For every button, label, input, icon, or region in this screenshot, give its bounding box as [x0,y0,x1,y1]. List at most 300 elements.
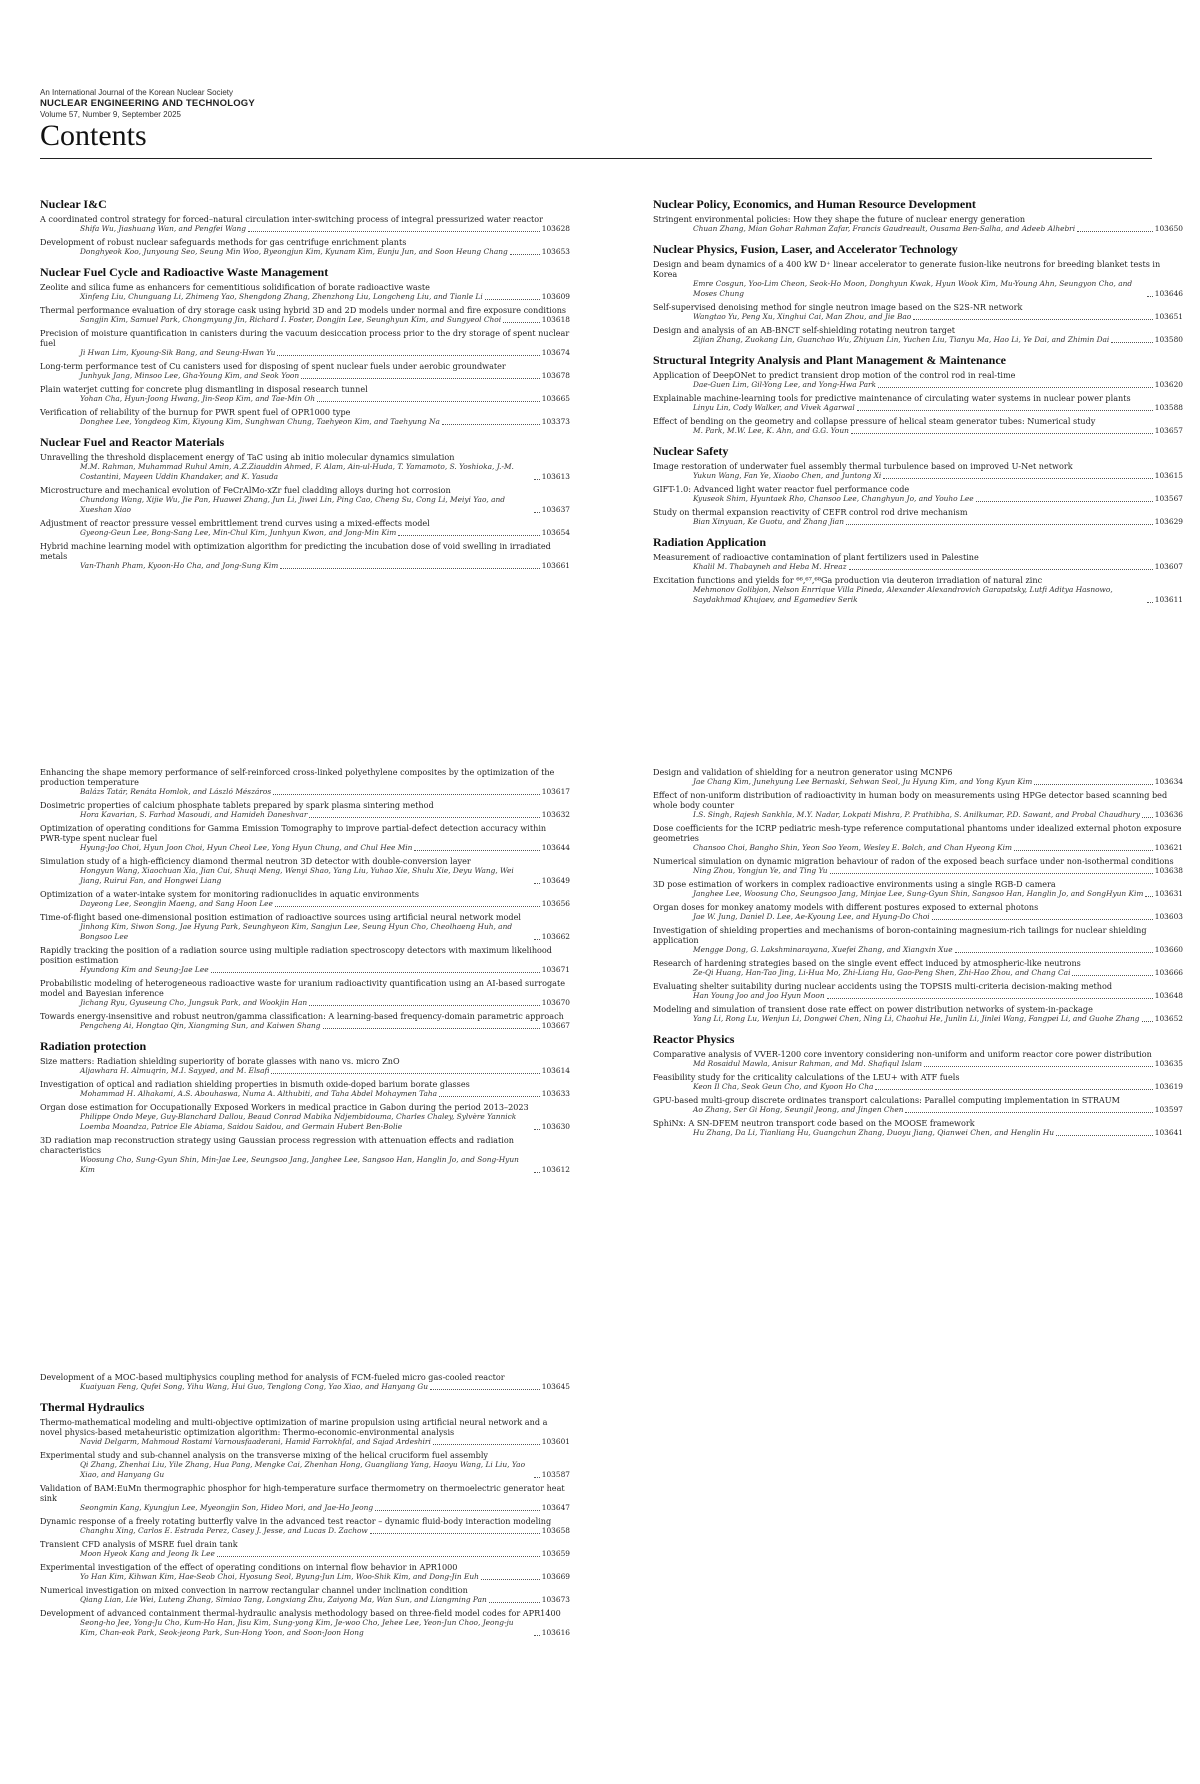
article-page: 103658 [541,1526,570,1535]
toc-section [40,1400,570,1638]
leader-dots [534,1129,540,1130]
toc-section [40,1372,570,1392]
leader-dots [849,569,1153,570]
article-title: Development of a MOC-based multiphysics coupling method for analysis of FCM-fueled micro gas-cooled reactor [40,1372,505,1382]
leader-dots [924,1066,1153,1067]
article-title: Towards energy-insensitive and robust neutron/gamma classification: A learning-based frequency-domain parametric approach [40,1011,564,1021]
article-entry [653,507,1183,527]
article-entry [40,1135,570,1175]
article-authors: Zijian Zhang, Zuokang Lin, Guanchao Wu, Zhiyuan Lin, Yuchen Liu, Tianyu Ma, Hao Li, Ye Dai, and Zhimin Dai [693,335,1110,344]
article-byline [653,1105,1183,1115]
article-title: Stringent environmental policies: How they shape the future of nuclear energy generation [653,214,1026,224]
article-page: 103653 [541,247,570,256]
article-authors: Seongmin Kang, Kyungjun Lee, Myeongjin Son, Hideo Mori, and Jae-Ho Jeong [80,1503,374,1512]
leader-dots [271,1073,539,1074]
toc-block-right-top [653,197,1183,608]
leader-dots [248,231,540,232]
article-title: Design and analysis of an AB-BNCT self-shielding rotating neutron target [653,325,956,335]
article-authors: Hu Zhang, Da Li, Tianliang Hu, Guangchun Zhang, Duoyu Jiang, Qianwei Chen, and Henglin Hu [693,1128,1055,1137]
article-byline [653,968,1183,978]
leader-dots [846,524,1153,525]
article-byline [653,426,1183,436]
leader-dots [481,1579,540,1580]
article-page: 103612 [541,1165,570,1174]
article-entry [40,328,570,358]
section-title: Nuclear Physics, Fusion, Laser, and Accelerator Technology [653,242,958,256]
article-title: Study on thermal expansion reactivity of CEFR control rod drive mechanism [653,507,968,517]
article-page: 103652 [1154,1014,1183,1023]
article-authors: M.M. Rahman, Muhammad Ruhul Amin, A.Z.Ziauddin Ahmed, F. Alam, Ain-ul-Huda, T. Yamamoto, S. Yoshioka, J.-M. Costantini, Mayeen Uddin Khandaker, and K. Yasuda [80,462,514,481]
article-title: Explainable machine-learning tools for predictive maintenance of circulating water systems in nuclear power plants [653,393,1131,403]
article-authors: Mehmonov Golibjon, Nelson Enrrique Villa Pineda, Alexander Alexandrovich Garapatsky, Lutfi Aditya Hasnowo, Saydakhmad Khujaev, and Egamediev Serik [693,585,1113,604]
article-byline [653,494,1183,504]
article-page: 103674 [541,348,570,357]
article-entry [653,575,1183,605]
article-entry [40,1539,570,1559]
leader-dots [851,433,1153,434]
article-entry [40,361,570,381]
article-byline [653,912,1183,922]
article-authors: Pengcheng Ai, Hongtao Qin, Xiangming Sun, and Kaiwen Shang [80,1021,321,1030]
section-title: Radiation protection [40,1039,147,1053]
article-entry [653,1072,1183,1092]
leader-dots [433,1444,540,1445]
article-byline [40,315,570,325]
article-byline [40,1155,570,1175]
toc-section [653,535,1183,605]
article-authors: Yang Li, Rong Lu, Wenjun Li, Dongwei Chen, Ning Li, Chaohui He, Junlin Li, Jinlei Wang, Fangpei Li, and Guohe Zhang [693,1014,1140,1023]
article-authors: Junhyuk Jang, Minsoo Lee, Gha-Young Kim, and Seok Yoon [80,371,300,380]
leader-dots [1014,850,1153,851]
article-entry [40,889,570,909]
article-byline [40,1437,570,1447]
article-title: Optimization of operating conditions for Gamma Emission Tomography to improve partial-defect detection accuracy within PWR-type spent nuclear fuel [40,823,547,843]
article-byline [653,1014,1183,1024]
leader-dots [489,1602,540,1603]
article-authors: Navid Delgarm, Mahmoud Rostami Varnousfaaderani, Hamid Farrokhfal, and Sajad Ardeshiri [80,1437,431,1446]
article-page: 103648 [1154,991,1183,1000]
article-byline [40,1089,570,1099]
article-authors: Xinfeng Liu, Chunguang Li, Zhimeng Yao, Shengdong Zhang, Zhenzhong Liu, Longcheng Liu, and Tianle Li [80,292,483,301]
article-authors: Donghee Lee, Yongdeog Kim, Kiyoung Kim, Sunghwan Chung, Taehyeon Kim, and Taehyung Na [80,417,440,426]
article-title: Microstructure and mechanical evolution of FeCrAlMo-xZr fuel cladding alloys during hot corrosion [40,485,451,495]
article-page: 103671 [541,965,570,974]
article-byline [653,889,1183,899]
article-page: 103580 [1154,335,1183,344]
article-page: 103601 [541,1437,570,1446]
toc-block-left-middle [40,767,570,1178]
article-entry [40,767,570,797]
leader-dots [932,919,1153,920]
article-byline [653,279,1183,299]
article-authors: Khalil M. Thabayneh and Heba M. Hreaz [693,562,847,571]
toc-section [40,435,570,571]
article-byline [653,777,1183,787]
article-title: Precision of moisture quantification in canisters during the vacuum desiccation process prior to the dry storage of spent nuclear fuel [40,328,570,348]
article-page: 103607 [1154,562,1183,571]
article-byline [40,1526,570,1536]
article-entry [40,978,570,1008]
leader-dots [534,1635,540,1636]
article-byline [653,1128,1183,1138]
article-byline [653,471,1183,481]
article-byline [40,528,570,538]
article-byline [653,312,1183,322]
article-entry [653,325,1183,345]
article-page: 103609 [541,292,570,301]
leader-dots [1034,784,1153,785]
leader-dots [275,906,540,907]
article-title: Long-term performance test of Cu canisters used for disposing of spent nuclear fuels under aerobic groundwater [40,361,506,371]
article-entry [653,302,1183,322]
leader-dots [534,512,540,513]
article-page: 103666 [1154,968,1183,977]
leader-dots [534,1477,540,1478]
article-entry [40,1450,570,1480]
article-entry [40,1011,570,1031]
article-authors: M. Park, M.W. Lee, K. Ahn, and G.G. Youn [693,426,849,435]
article-page: 103670 [541,998,570,1007]
article-title: Time-of-flight based one-dimensional position estimation of radioactive sources using artificial neural network model [40,912,521,922]
article-byline [653,517,1183,527]
article-title: Adjustment of reactor pressure vessel embrittlement trend curves using a mixed-effects model [40,518,430,528]
article-page: 103659 [541,1549,570,1558]
article-authors: Qiang Lian, Lie Wei, Luteng Zhang, Simiao Tang, Longxiang Zhu, Zaiyong Ma, Wan Sun, and Liangming Pan [80,1595,487,1604]
article-page: 103603 [1154,912,1183,921]
section-title: Nuclear I&C [40,197,107,211]
article-page: 103669 [541,1572,570,1581]
article-page: 103614 [541,1066,570,1075]
article-entry [40,305,570,325]
article-page: 103645 [541,1382,570,1391]
leader-dots [375,1510,540,1511]
article-page: 103637 [541,505,570,514]
article-entry [40,1417,570,1447]
leader-dots [883,478,1153,479]
header-rule [40,158,1152,159]
article-page: 103662 [541,932,570,941]
article-title: Comparative analysis of VVER-1200 core inventory considering non-uniform and uniform reactor core power distribution [653,1049,1152,1059]
article-entry [40,214,570,234]
article-entry [653,1004,1183,1024]
article-byline [40,495,570,515]
article-title: Effect of bending on the geometry and collapse pressure of helical steam generator tubes: Numerical study [653,416,1096,426]
article-authors: Hyundong Kim and Seung-Jae Lee [80,965,209,974]
article-title: Verification of reliability of the burnup for PWR spent fuel of OPR1000 type [40,407,351,417]
article-authors: Gyeong-Geun Lee, Bong-Sang Lee, Min-Chul Kim, Junhyun Kwon, and Jong-Min Kim [80,528,397,537]
leader-dots [976,501,1153,502]
article-byline [40,224,570,234]
article-page: 103673 [541,1595,570,1604]
article-page: 103641 [1154,1128,1183,1137]
article-title: Rapidly tracking the position of a radiation source using multiple radiation spectroscopy detectors with maximum likelihood position estimation [40,945,552,965]
article-page: 103588 [1154,403,1183,412]
leader-dots [370,1533,540,1534]
leader-dots [273,794,540,795]
article-entry [653,484,1183,504]
article-title: 3D pose estimation of workers in complex radioactive environments using a single RGB-D camera [653,879,1056,889]
article-entry [653,879,1183,899]
article-authors: Wangtao Yu, Peng Xu, Xinghui Cai, Man Zhou, and Jie Bao [693,312,912,321]
article-title: Validation of BAM:EuMn thermographic phosphor for high-temperature surface thermometry on thermoelectric generator heat sink [40,1483,565,1503]
article-page: 103628 [541,224,570,233]
article-entry [653,461,1183,481]
article-page: 103619 [1154,1082,1183,1091]
article-entry [40,1056,570,1076]
article-byline [40,922,570,942]
article-title: Dynamic response of a freely rotating butterfly valve in the advanced test reactor – dynamic fluid-body interaction modeling [40,1516,552,1526]
article-title: Numerical investigation on mixed convection in narrow rectangular channel under inclination condition [40,1585,468,1595]
leader-dots [442,424,540,425]
leader-dots [534,1172,540,1173]
article-entry [40,1608,570,1638]
article-page: 103597 [1154,1105,1183,1114]
section-title: Reactor Physics [653,1032,735,1046]
article-entry [40,912,570,942]
article-authors: Linyu Lin, Cody Walker, and Vivek Agarwal [693,403,855,412]
article-entry [40,1516,570,1536]
leader-dots [301,378,540,379]
article-title: Investigation of optical and radiation shielding properties in bismuth oxide-doped barium borate glasses [40,1079,470,1089]
article-authors: Dayeong Lee, Seongjin Maeng, and Sang Hoon Lee [80,899,273,908]
article-entry [653,393,1183,413]
article-entry [40,1585,570,1605]
article-byline [40,348,570,358]
article-page: 103661 [541,561,570,570]
article-authors: Janghee Lee, Woosung Cho, Seungsoo Jang, Minjae Lee, Sung-Gyun Shin, Sangsoo Han, Hanglin Jo, and SongHyun Kim [693,889,1144,898]
article-entry [653,902,1183,922]
article-authors: Emre Cosgun, Yoo-Lim Cheon, Seok-Ho Moon, Donghyun Kwak, Hyun Wook Kim, Mu-Young Ahn, Seungyon Cho, and Moses Chung [693,279,1133,298]
article-authors: Hora Kavarian, S. Farhad Masoudi, and Hamideh Daneshvar [80,810,308,819]
article-title: Thermo-mathematical modeling and multi-objective optimization of marine propulsion using artificial neural network and a novel physics-based metaheuristic optimization algorithm: Thermo-economic-environmental analysis [40,1417,548,1437]
article-entry [653,416,1183,436]
article-entry [40,1102,570,1132]
article-page: 103647 [541,1503,570,1512]
article-page: 103631 [1154,889,1183,898]
article-byline [653,562,1183,572]
article-authors: Kuaiyuan Feng, Qufei Song, Yihu Wang, Hui Guo, Tenglong Cong, Yao Xiao, and Hanyang Gu [80,1382,429,1391]
article-byline [40,1460,570,1480]
article-page: 103587 [541,1470,570,1479]
article-entry [40,452,570,482]
leader-dots [1056,1135,1153,1136]
article-page: 103611 [1154,595,1183,604]
article-byline [653,380,1183,390]
toc-section [653,197,1183,234]
article-title: Application of DeepONet to predict transient drop motion of the control rod in real-time [653,370,1016,380]
section-title: Nuclear Safety [653,444,729,458]
section-title: Thermal Hydraulics [40,1400,145,1414]
article-authors: Philippe Ondo Meye, Guy-Blanchard Dallou, Beaud Conrad Mabika Ndjembidouma, Charles Chaley, Sylvère Yannick Loemba Moandza, Patrice Ele Abiama, Saidou Saidou, and Germain Hubert Ben-Bolie [80,1112,517,1131]
leader-dots [277,355,539,356]
article-entry [40,407,570,427]
toc-section [653,242,1183,345]
leader-dots [905,1112,1152,1113]
article-entry [40,282,570,302]
article-authors: Donghyeok Koo, Junyoung Seo, Seung Min Woo, Byeongjun Kim, Kyunam Kim, Eunju Jun, and Soon Heung Chang [80,247,508,256]
article-title: Probabilistic modeling of heterogeneous radioactive waste for uranium radioactivity quantification using an AI-based surrogate model and Bayesian inference [40,978,566,998]
toc-section [40,197,570,257]
article-byline [653,335,1183,345]
article-title: Feasibility study for the criticality calculations of the LEU+ with ATF fuels [653,1072,960,1082]
article-byline [40,1382,570,1392]
article-byline [40,1572,570,1582]
article-byline [40,1618,570,1638]
article-byline [40,462,570,482]
page-title: Contents [40,119,147,152]
article-entry [653,958,1183,978]
article-authors: Yohan Cha, Hyun-Joong Hwang, Jin-Seop Kim, and Tae-Min Oh [80,394,316,403]
article-title: Investigation of shielding properties and mechanisms of boron-containing magnesium-rich tailings for nuclear shielding application [653,925,1147,945]
article-title: Self-supervised denoising method for single neutron image based on the S2S-NR network [653,302,1023,312]
article-authors: Changhu Xing, Carlos E. Estrada Perez, Casey J. Jesse, and Lucas D. Zachow [80,1526,368,1535]
toc-section [653,1032,1183,1138]
article-title: Thermal performance evaluation of dry storage cask using hybrid 3D and 2D models under normal and fire exposure conditions [40,305,567,315]
leader-dots [1142,817,1153,818]
article-entry [653,856,1183,876]
toc-section [653,444,1183,527]
leader-dots [878,387,1153,388]
article-title: A coordinated control strategy for forced–natural circulation inter-switching process of integral pressurized water reactor [40,214,544,224]
article-byline [653,991,1183,1001]
article-title: Plain waterjet cutting for concrete plug dismantling in disposal research tunnel [40,384,368,394]
article-authors: Van-Thanh Pham, Kyoon-Ho Cha, and Jong-Sung Kim [80,561,279,570]
article-title: Organ doses for monkey anatomy models with different postures exposed to external photons [653,902,1039,912]
article-entry [653,925,1183,955]
article-authors: Kyuseok Shim, Hyuntaek Rho, Chansoo Lee, Changhyun Jo, and Youho Lee [693,494,974,503]
article-title: Transient CFD analysis of MSRE fuel drain tank [40,1539,238,1549]
article-title: Simulation study of a high-efficiency diamond thermal neutron 3D detector with double-conversion layer [40,856,471,866]
article-entry [40,800,570,820]
article-authors: Ze-Qi Huang, Han-Tao Jing, Li-Hua Mo, Zhi-Liang Hu, Gao-Peng Shen, Zhi-Hao Zhou, and Chang Cai [693,968,1071,977]
article-page: 103665 [541,394,570,403]
article-title: Research of hardening strategies based on the single event effect induced by atmospheric-like neutrons [653,958,1081,968]
article-title: Organ dose estimation for Occupationally Exposed Workers in medical practice in Gabon during the period 2013–2023 [40,1102,529,1112]
article-title: GPU-based multi-group discrete ordinates transport calculations: Parallel computing implementation in STRAUM [653,1095,1120,1105]
article-byline [40,866,570,886]
article-title: Zeolite and silica fume as enhancers for cementitious solidification of borate radioactive waste [40,282,430,292]
article-page: 103638 [1154,866,1183,875]
toc-section [653,767,1183,1024]
article-byline [40,1595,570,1605]
article-byline [653,1082,1183,1092]
toc-section [40,1039,570,1175]
article-byline [653,810,1183,820]
article-byline [40,843,570,853]
article-title: Effect of non-uniform distribution of radioactivity in human body on measurements using HPGe detector based scanning bed whole body counter [653,790,1168,810]
article-byline [40,292,570,302]
article-title: Image restoration of underwater fuel assembly thermal turbulence based on improved U-Net network [653,461,1073,471]
leader-dots [414,850,539,851]
article-entry [40,518,570,538]
article-entry [40,485,570,515]
article-page: 103678 [541,371,570,380]
section-title: Radiation Application [653,535,767,549]
leader-dots [323,1028,540,1029]
article-authors: Ning Zhou, Yongjun Ye, and Ting Yu [693,866,828,875]
section-title: Nuclear Fuel Cycle and Radioactive Waste Management [40,265,329,279]
article-byline [40,1549,570,1559]
article-page: 103373 [541,417,570,426]
article-page: 103620 [1154,380,1183,389]
leader-dots [398,535,540,536]
article-page: 103667 [541,1021,570,1030]
article-authors: Jae W. Jung, Daniel D. Lee, Ae-Kyoung Lee, and Hyung-Do Choi [693,912,930,921]
article-byline [653,843,1183,853]
article-authors: Bian Xinyuan, Ke Guotu, and Zhang Jian [693,517,844,526]
article-page: 103618 [541,315,570,324]
article-byline [653,945,1183,955]
article-authors: Hyung-Joo Choi, Hyun Joon Choi, Hyun Cheol Lee, Yong Hyun Chung, and Chul Hee Min [80,843,413,852]
article-entry [653,1118,1183,1138]
article-authors: Aljawhara H. Almuqrin, M.I. Sayyed, and M. Elsafi [80,1066,270,1075]
article-page: 103635 [1154,1059,1183,1068]
article-entry [653,552,1183,572]
article-byline [40,247,570,257]
article-byline [653,403,1183,413]
leader-dots [1147,602,1153,603]
article-title: Development of advanced containment thermal-hydraulic analysis methodology based on three-field model codes for APR1400 [40,1608,561,1618]
article-page: 103656 [541,899,570,908]
society-line: An International Journal of the Korean Nuclear Society [40,88,234,97]
article-byline [653,224,1183,234]
article-byline [40,371,570,381]
article-byline [40,810,570,820]
article-authors: Yukun Wang, Fan Ye, Xiaobo Chen, and Juntong Xi [693,471,882,480]
leader-dots [1142,1021,1153,1022]
article-entry [653,823,1183,853]
article-entry [40,823,570,853]
leader-dots [1145,896,1152,897]
leader-dots [217,1556,540,1557]
article-authors: Md Rosaidul Mawla, Anisur Rahman, and Md. Shafiqul Islam [693,1059,922,1068]
article-authors: Qi Zhang, Zhenhai Liu, Yile Zhang, Hua Pang, Mengke Cai, Zhenhan Hong, Guangliang Yang, Haoyu Wang, Li Liu, Yao Xiao, and Hanyang Gu [80,1460,526,1479]
article-entry [40,1483,570,1513]
article-authors: Chansoo Choi, Bangho Shin, Yeon Soo Yeom, Wesley E. Bolch, and Chan Hyeong Kim [693,843,1013,852]
article-title: Evaluating shelter suitability during nuclear accidents using the TOPSIS multi-criteria decision-making method [653,981,1113,991]
leader-dots [439,1096,540,1097]
article-page: 103657 [1154,426,1183,435]
leader-dots [1147,296,1153,297]
article-title: Excitation functions and yields for ⁶⁶,⁶⁷,⁶⁸Ga production via deuteron irradiation of natural zinc [653,575,1043,585]
article-entry [653,767,1183,787]
article-authors: Ao Zhang, Ser Gi Hong, Seungil Jeong, and Jingen Chen [693,1105,904,1114]
leader-dots [534,883,540,884]
article-authors: Mohammad H. Alhakami, A.S. Abouhaswa, Numa A. Althubiti, and Taha Abdel Mohaymen Taha [80,1089,438,1098]
toc-block-right-middle [653,767,1183,1141]
article-byline [653,866,1183,876]
article-title: Experimental investigation of the effect of operating conditions on internal flow behavior in APR1000 [40,1562,458,1572]
article-byline [40,1503,570,1513]
article-authors: I.S. Singh, Rajesh Sankhla, M.Y. Nadar, Lokpati Mishra, P. Prathibha, S. Anilkumar, P.D. Sawant, and Probal Chaudhury [693,810,1141,819]
article-page: 103651 [1154,312,1183,321]
toc-section [653,353,1183,436]
leader-dots [317,401,540,402]
article-byline [40,998,570,1008]
article-page: 103632 [541,810,570,819]
article-title: Enhancing the shape memory performance of self-reinforced cross-linked polyethylene composites by the optimization of the production temperature [40,767,555,787]
leader-dots [309,817,539,818]
article-page: 103617 [541,787,570,796]
article-authors: Woosung Cho, Sung-Gyun Shin, Min-Jae Lee, Seungsoo Jang, Janghee Lee, Sangsoo Han, Hanglin Jo, and Song-Hyun Kim [80,1155,519,1174]
article-page: 103660 [1154,945,1183,954]
article-title: Measurement of radioactive contamination of plant fertilizers used in Palestine [653,552,979,562]
article-entry [40,1079,570,1099]
leader-dots [913,319,1153,320]
leader-dots [485,299,540,300]
article-entry [40,237,570,257]
article-authors: Moon Hyeok Kang and Jeong Ik Lee [80,1549,215,1558]
